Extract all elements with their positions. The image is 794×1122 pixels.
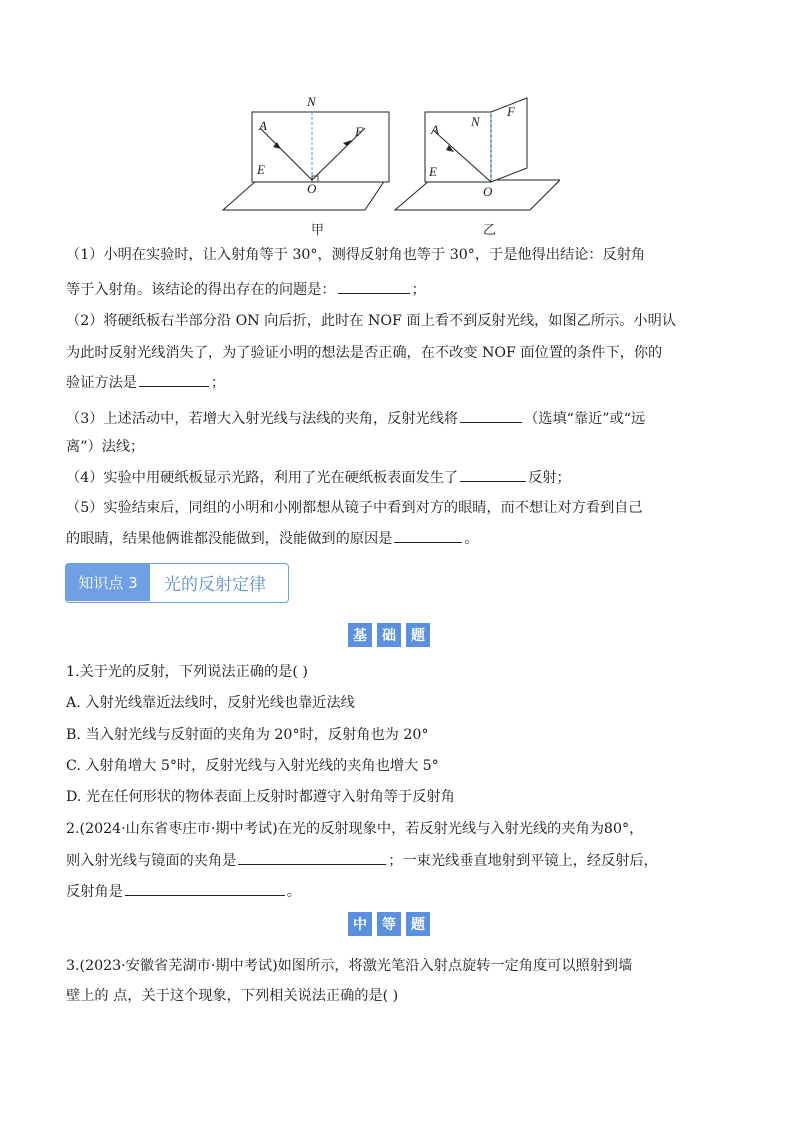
- label-f-right: F: [507, 104, 515, 119]
- q-part1-5-line2: 的眼睛，结果他俩谁都没能做到，没能做到的原因是 。: [66, 528, 736, 549]
- q1-option-b[interactable]: B. 当入射光线与反射面的夹角为 20°时，反射角也为 20°: [66, 727, 429, 743]
- banner-char: 题: [406, 912, 430, 936]
- label-o-right: O: [483, 184, 493, 199]
- caption-jia: 甲: [311, 223, 325, 238]
- q-part1-1-line1: （1）小明在实验时，让入射角等于 30°，测得反射角也等于 30°，于是他得出结论：反射角: [66, 247, 646, 263]
- banner-char: 题: [406, 623, 430, 647]
- label-f-left: F: [355, 124, 363, 139]
- answer-blank[interactable]: [338, 279, 410, 294]
- knowledge-point-header: [65, 563, 289, 603]
- q-part1-3-line1: （3）上述活动中，若增大入射光线与法线的夹角，反射光线将 （选填“靠近”或“远: [66, 408, 736, 429]
- label-n-left: N: [307, 94, 316, 109]
- label-a-left: A: [259, 118, 267, 133]
- q-part1-1-line2: 等于入射角。该结论的得出存在的问题是： ；: [66, 279, 736, 300]
- answer-blank[interactable]: [238, 850, 386, 865]
- q3-line2: 壁上的 点，关于这个现象，下列相关说法正确的是( ): [66, 988, 399, 1004]
- q-part1-2-line1: （2）将硬纸板右半部分沿 ON 向后折，此时在 NOF 面上看不到反射光线，如图乙所示。小明认: [66, 313, 676, 329]
- q3-line1: 3.(2023·安徽省芜湖市·期中考试)如图所示，将激光笔沿入射点旋转一定角度可以照射到墙: [66, 958, 633, 974]
- label-a-right: A: [431, 122, 439, 137]
- mirror-plane-right: [395, 180, 560, 210]
- label-e-right: E: [429, 164, 437, 179]
- q1-option-d[interactable]: D. 光在任何形状的物体表面上反射时都遵守入射角等于反射角: [66, 789, 455, 805]
- optics-figure: [215, 92, 560, 244]
- q1-option-a[interactable]: A. 入射光线靠近法线时，反射光线也靠近法线: [66, 695, 355, 711]
- banner-char: 基: [348, 623, 372, 647]
- answer-blank[interactable]: [460, 408, 522, 423]
- q1-stem: 1.关于光的反射，下列说法正确的是( ): [66, 664, 308, 680]
- section-basic-banner: [348, 623, 430, 647]
- q-part1-4: （4）实验中用硬纸板显示光路，利用了光在硬纸板表面发生了 反射；: [66, 467, 736, 488]
- q-part1-5-line1: （5）实验结束后，同组的小明和小刚都想从镜子中看到对方的眼睛，而不想让对方看到自己: [66, 500, 643, 516]
- knowledge-point-number: 知识点 3: [66, 564, 150, 601]
- q2-line2: 则入射光线与镜面的夹角是 ；一束光线垂直地射到平镜上，经反射后，: [66, 850, 736, 871]
- section-medium-banner: [348, 912, 430, 936]
- answer-blank[interactable]: [460, 467, 526, 482]
- q2-line3: 反射角是 。: [66, 881, 736, 902]
- q2-line1: 2.(2024·山东省枣庄市·期中考试)在光的反射现象中，若反射光线与入射光线的夹角为80°，: [66, 821, 644, 837]
- banner-char: 础: [377, 623, 401, 647]
- q1-option-c[interactable]: C. 入射角增大 5°时，反射光线与入射光线的夹角也增大 5°: [66, 758, 439, 774]
- q-part1-2-line3: 验证方法是 ；: [66, 372, 736, 393]
- banner-char: 等: [377, 912, 401, 936]
- answer-blank[interactable]: [139, 372, 209, 387]
- answer-blank[interactable]: [394, 528, 462, 543]
- label-o-left: O: [307, 181, 317, 196]
- diagram-jia: [223, 112, 389, 210]
- q-part1-2-line2: 为此时反射光线消失了，为了验证小明的想法是否正确，在不改变 NOF 面位置的条件下，你的: [66, 345, 663, 361]
- label-n-right: N: [471, 114, 480, 129]
- answer-blank[interactable]: [125, 881, 285, 896]
- banner-char: 中: [348, 912, 372, 936]
- caption-yi: 乙: [483, 223, 497, 238]
- mirror-plane-left: [223, 180, 385, 210]
- label-e-left: E: [257, 162, 265, 177]
- q-part1-3-line2: 离”）法线；: [66, 439, 145, 455]
- knowledge-point-title: 光的反射定律: [164, 575, 266, 595]
